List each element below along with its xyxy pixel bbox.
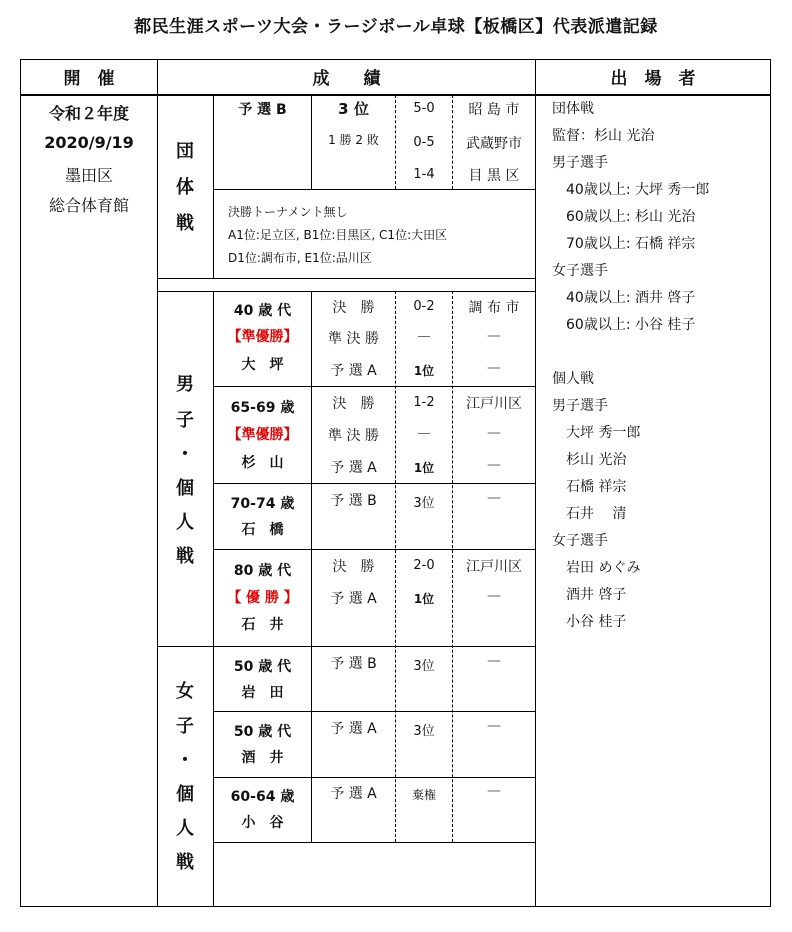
men-opponent: — — [487, 457, 501, 473]
men-result: 1位 — [413, 592, 435, 606]
women-category: 50 歳 代 — [233, 724, 292, 740]
men-opponent: — — [487, 490, 501, 506]
women-player-name: 酒 井 — [241, 750, 284, 766]
participant-line: 女子選手 — [552, 533, 608, 549]
men-opponent: — — [487, 360, 501, 376]
men-round: 準 決 勝 — [328, 331, 379, 347]
women-round: 予 選 B — [330, 656, 377, 672]
men-label-char: 男 — [176, 374, 194, 395]
men-result: — — [417, 329, 431, 344]
participant-line: 40歳以上: 大坪 秀一郎 — [552, 182, 710, 198]
men-round: 予 選 B — [330, 493, 377, 509]
women-label-char: ・ — [176, 750, 194, 771]
team-label-char: 団 — [176, 141, 194, 162]
participant-line: 女子選手 — [552, 263, 608, 279]
participant-line: 60歳以上: 小谷 桂子 — [552, 317, 696, 333]
participant-line: 酒井 啓子 — [552, 587, 627, 603]
women-label-char: 女 — [176, 681, 194, 702]
team-match-score: 1-4 — [413, 167, 435, 182]
participant-line: 大坪 秀一郎 — [552, 425, 641, 441]
men-category: 70-74 歳 — [230, 496, 295, 512]
men-result: 0-2 — [413, 299, 435, 314]
participant-line: 石橋 祥宗 — [552, 479, 627, 495]
header-venue: 開 催 — [63, 69, 115, 89]
women-label-char: 子 — [176, 716, 194, 737]
men-award: 【準優勝】 — [227, 427, 298, 443]
header-participants: 出 場 者 — [610, 69, 696, 89]
venue-ward: 墨田区 — [64, 166, 113, 185]
page-title: 都民生涯スポーツ大会・ラージボール卓球【板橋区】代表派遣記録 — [134, 17, 658, 37]
men-label-char: 人 — [176, 512, 194, 533]
men-opponent: 江戸川区 — [466, 559, 522, 575]
header-results: 成 績 — [312, 69, 381, 89]
team-note-line: D1位:調布市, E1位:品川区 — [228, 251, 372, 265]
women-label-char: 戦 — [176, 852, 194, 873]
women-opponent: — — [487, 718, 501, 734]
women-opponent: — — [487, 783, 501, 799]
men-opponent: — — [487, 328, 501, 344]
participant-line: 70歳以上: 石橋 祥宗 — [552, 236, 696, 252]
men-result: 1位 — [413, 461, 435, 475]
women-label-char: 個 — [176, 784, 194, 805]
participant-line: 岩田 めぐみ — [552, 560, 641, 576]
participant-line: 監督：杉山 光治 — [552, 128, 655, 144]
team-rank: 3 位 — [338, 100, 369, 118]
participant-line: 男子選手 — [552, 398, 608, 414]
men-round: 決 勝 — [332, 559, 375, 575]
team-label-char: 体 — [176, 177, 194, 198]
men-category: 40 歳 代 — [233, 303, 292, 319]
participant-line: 男子選手 — [552, 155, 608, 171]
women-player-name: 小 谷 — [241, 815, 284, 831]
men-player-name: 杉 山 — [241, 455, 284, 471]
team-match-opponent: 目 黒 区 — [468, 168, 520, 184]
participant-line: 杉山 光治 — [552, 452, 627, 468]
men-round: 準 決 勝 — [328, 428, 379, 444]
venue-hall: 総合体育館 — [48, 196, 129, 215]
men-result: 3位 — [413, 496, 435, 511]
women-round: 予 選 A — [330, 721, 377, 737]
men-result: 1-2 — [413, 395, 435, 410]
team-note-line: 決勝トーナメント無し — [228, 205, 348, 219]
men-round: 予 選 A — [330, 460, 377, 476]
team-round: 予 選 B — [238, 102, 287, 118]
team-match-score: 0-5 — [413, 135, 435, 150]
men-label-char: 個 — [176, 478, 194, 499]
participant-line: 個人戦 — [552, 371, 594, 387]
women-round: 予 選 A — [330, 786, 377, 802]
men-opponent: — — [487, 425, 501, 441]
men-result: 1位 — [413, 364, 435, 378]
men-category: 65-69 歳 — [230, 400, 295, 416]
men-opponent: — — [487, 588, 501, 604]
men-award: 【 優 勝 】 — [227, 590, 298, 606]
women-label-char: 人 — [176, 818, 194, 839]
women-result: 3位 — [413, 659, 435, 674]
team-match-score: 5-0 — [413, 101, 435, 116]
women-player-name: 岩 田 — [241, 685, 284, 701]
participant-line: 団体戦 — [552, 101, 594, 117]
team-record: 1 勝 2 敗 — [328, 133, 379, 147]
men-result: 2-0 — [413, 558, 435, 573]
participant-line: 60歳以上: 杉山 光治 — [552, 209, 696, 225]
team-note-line: A1位:足立区, B1位:目黒区, C1位:大田区 — [228, 228, 448, 242]
team-match-opponent: 昭 島 市 — [468, 102, 520, 118]
women-category: 60-64 歳 — [230, 789, 295, 805]
men-round: 決 勝 — [332, 396, 375, 412]
team-label-char: 戦 — [176, 213, 194, 234]
women-opponent: — — [487, 653, 501, 669]
men-label-char: ・ — [176, 444, 194, 465]
participant-line: 小谷 桂子 — [552, 614, 627, 630]
team-match-opponent: 武蔵野市 — [466, 136, 522, 152]
men-opponent: 調 布 市 — [468, 300, 520, 316]
women-category: 50 歳 代 — [233, 659, 292, 675]
men-label-char: 子 — [176, 410, 194, 431]
women-result: 3位 — [413, 724, 435, 739]
men-player-name: 大 坪 — [241, 357, 284, 373]
men-round: 予 選 A — [330, 363, 377, 379]
venue-date: 2020/9/19 — [44, 133, 134, 152]
men-round: 予 選 A — [330, 591, 377, 607]
men-opponent: 江戸川区 — [466, 396, 522, 412]
men-round: 決 勝 — [332, 300, 375, 316]
men-result: — — [417, 426, 431, 441]
women-result: 棄権 — [411, 788, 436, 802]
men-award: 【準優勝】 — [227, 329, 298, 345]
participant-line: 石井 清 — [552, 506, 627, 522]
venue-year: 令和２年度 — [48, 104, 129, 123]
men-category: 80 歳 代 — [233, 563, 292, 579]
men-player-name: 石 井 — [241, 617, 284, 633]
participant-line: 40歳以上: 酒井 啓子 — [552, 290, 696, 306]
men-label-char: 戦 — [176, 546, 194, 567]
men-player-name: 石 橋 — [241, 522, 284, 538]
